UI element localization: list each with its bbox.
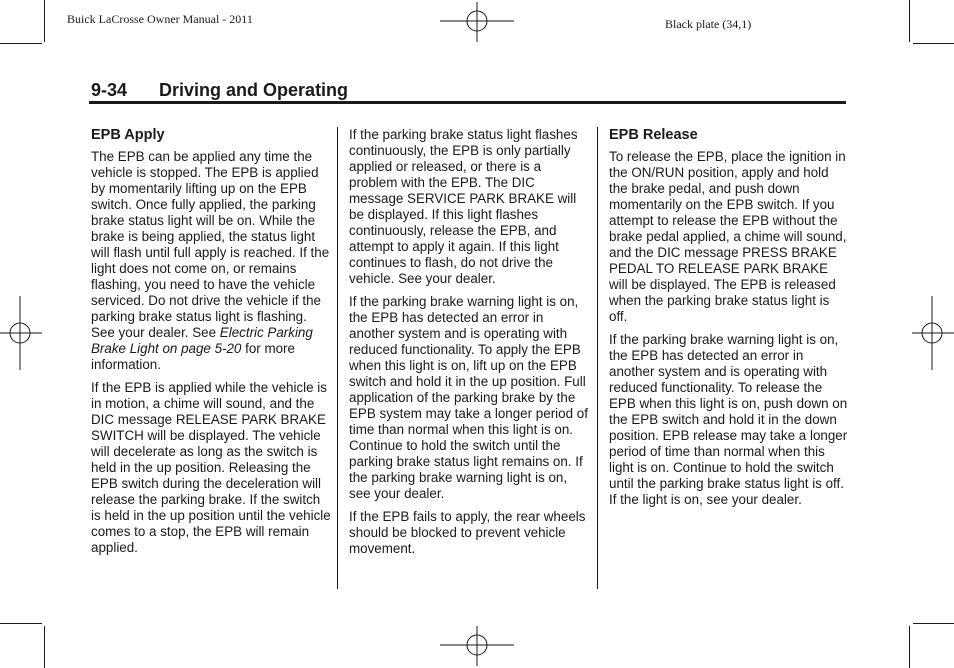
paragraph [91, 149, 331, 373]
crop-mark-top-right-v [909, 0, 910, 42]
crop-mark-bottom-right-v [909, 626, 910, 668]
crop-mark-bottom-left-v [44, 626, 45, 668]
registration-mark-left-icon [0, 296, 42, 370]
registration-mark-bottom-icon [440, 626, 514, 666]
crop-mark-top-left-h [0, 43, 42, 44]
heading-epb-apply: EPB Apply [91, 127, 165, 143]
crop-mark-top-right-h [913, 43, 954, 44]
manual-title: Buick LaCrosse Owner Manual - 2011 [67, 12, 253, 26]
crop-mark-bottom-right-h [913, 623, 954, 624]
registration-mark-top-icon [440, 2, 514, 42]
column-divider [597, 127, 598, 589]
plate-label: Black plate (34,1) [665, 17, 752, 31]
paragraph: If the parking brake warning light is on, the EPB has detected an error in another system and is operating with reduced functionality. To apply the EPB when this light is on, lift up on the EPB switch and hold it in the up position. Full application of the parking brake by the EPB system may take a longer period of time than normal when this light is on. Continue to hold the switch until the parking brake status light remains on. If the parking brake warning light is on, see your dealer. [349, 294, 588, 501]
paragraph: If the parking brake warning light is on, the EPB has detected an error in another system and is operating with reduced functionality. To release the EPB when this light is on, push down on the EPB switch and hold it in the down position. EPB release may take a longer period of time than normal when this light is on. Continue to hold the switch until the parking brake status light is off. If the light is on, see your dealer. [609, 332, 848, 507]
crop-mark-bottom-left-h [0, 623, 42, 624]
column-epb-apply [91, 127, 331, 563]
column-divider [337, 127, 338, 589]
registration-mark-right-icon [912, 296, 954, 370]
page-number: 9-34 [91, 80, 128, 100]
section-rule [89, 101, 846, 104]
paragraph: If the EPB fails to apply, the rear wheels should be blocked to prevent vehicle movement. [349, 509, 586, 556]
section-title: Driving and Operating [159, 80, 349, 100]
paragraph-text: for more information. [91, 341, 295, 372]
paragraph-text: The EPB can be applied any time the vehicle is stopped. The EPB is applied by momentarily lifting up on the EPB switch. Once fully applied, the parking brake status light will be on. While the brake is being applied, the status light will flash until full apply is reached. If the light does not come on, or remains flashing, you need to have the vehicle serviced. Do not drive the vehicle if the parking brake status light is flashing. See your dealer. See [91, 149, 330, 340]
paragraph: If the parking brake status light flashes continuously, the EPB is only partially applied or released, or there is a problem with the EPB. The DIC message SERVICE PARK BRAKE will be displayed. If this light flashes continuously, release the EPB, and attempt to apply it again. If this light continues to flash, do not drive the vehicle. See your dealer. [349, 127, 578, 286]
paragraph: To release the EPB, place the ignition in the ON/RUN position, apply and hold the brake pedal, and push down momentarily on the EPB switch. If you attempt to release the EPB without the brake pedal applied, a chime will sound, and the DIC message PRESS BRAKE PEDAL TO RELEASE PARK BRAKE will be displayed. The EPB is released when the parking brake status light is off. [609, 149, 847, 324]
heading-epb-release: EPB Release [609, 127, 698, 143]
cross-reference-link[interactable]: Electric Parking Brake Light on page 5-20 [91, 325, 313, 356]
crop-mark-top-left-v [44, 0, 45, 42]
paragraph: If the EPB is applied while the vehicle is in motion, a chime will sound, and the DIC message RELEASE PARK BRAKE SWITCH will be displayed. The vehicle will decelerate as long as the switch is held in the up position. Releasing the EPB switch during the deceleration will release the parking brake. If the switch is held in the up position until the vehicle comes to a stop, the EPB will remain applied. [91, 380, 331, 555]
column-epb-release [609, 127, 849, 515]
section-header [91, 80, 348, 101]
column-epb-apply-continued [349, 127, 589, 564]
